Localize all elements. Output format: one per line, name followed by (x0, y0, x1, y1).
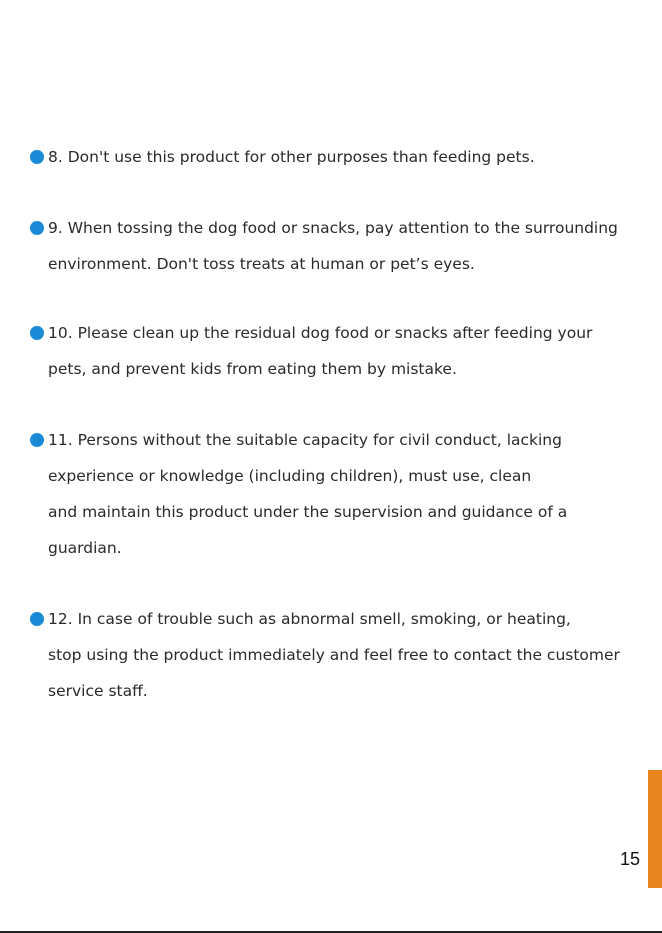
item-line: pets, and prevent kids from eating them by mistake. (48, 360, 457, 378)
item-line: 9. When tossing the dog food or snacks, pay attention to the surrounding (48, 219, 618, 237)
item-line: 10. Please clean up the residual dog food or snacks after feeding your (48, 324, 593, 342)
item-line: stop using the product immediately and feel free to contact the customer (48, 646, 620, 664)
bullet-dot-icon (30, 612, 44, 626)
item-line: experience or knowledge (including children), must use, clean (48, 467, 532, 485)
item-line: service staff. (48, 682, 148, 700)
bullet-dot-icon (30, 150, 44, 164)
item-line: 11. Persons without the suitable capacity for civil conduct, lacking (48, 431, 562, 449)
item-line: 8. Don't use this product for other purposes than feeding pets. (48, 148, 535, 166)
bullet-dot-icon (30, 221, 44, 235)
section-tab-marker (648, 770, 662, 888)
item-line: and maintain this product under the supervision and guidance of a (48, 503, 568, 521)
bullet-dot-icon (30, 326, 44, 340)
bullet-dot-icon (30, 433, 44, 447)
item-line: environment. Don't toss treats at human or pet’s eyes. (48, 255, 475, 273)
item-line: guardian. (48, 539, 122, 557)
page-number: 15 (620, 849, 641, 869)
item-line: 12. In case of trouble such as abnormal smell, smoking, or heating, (48, 610, 571, 628)
